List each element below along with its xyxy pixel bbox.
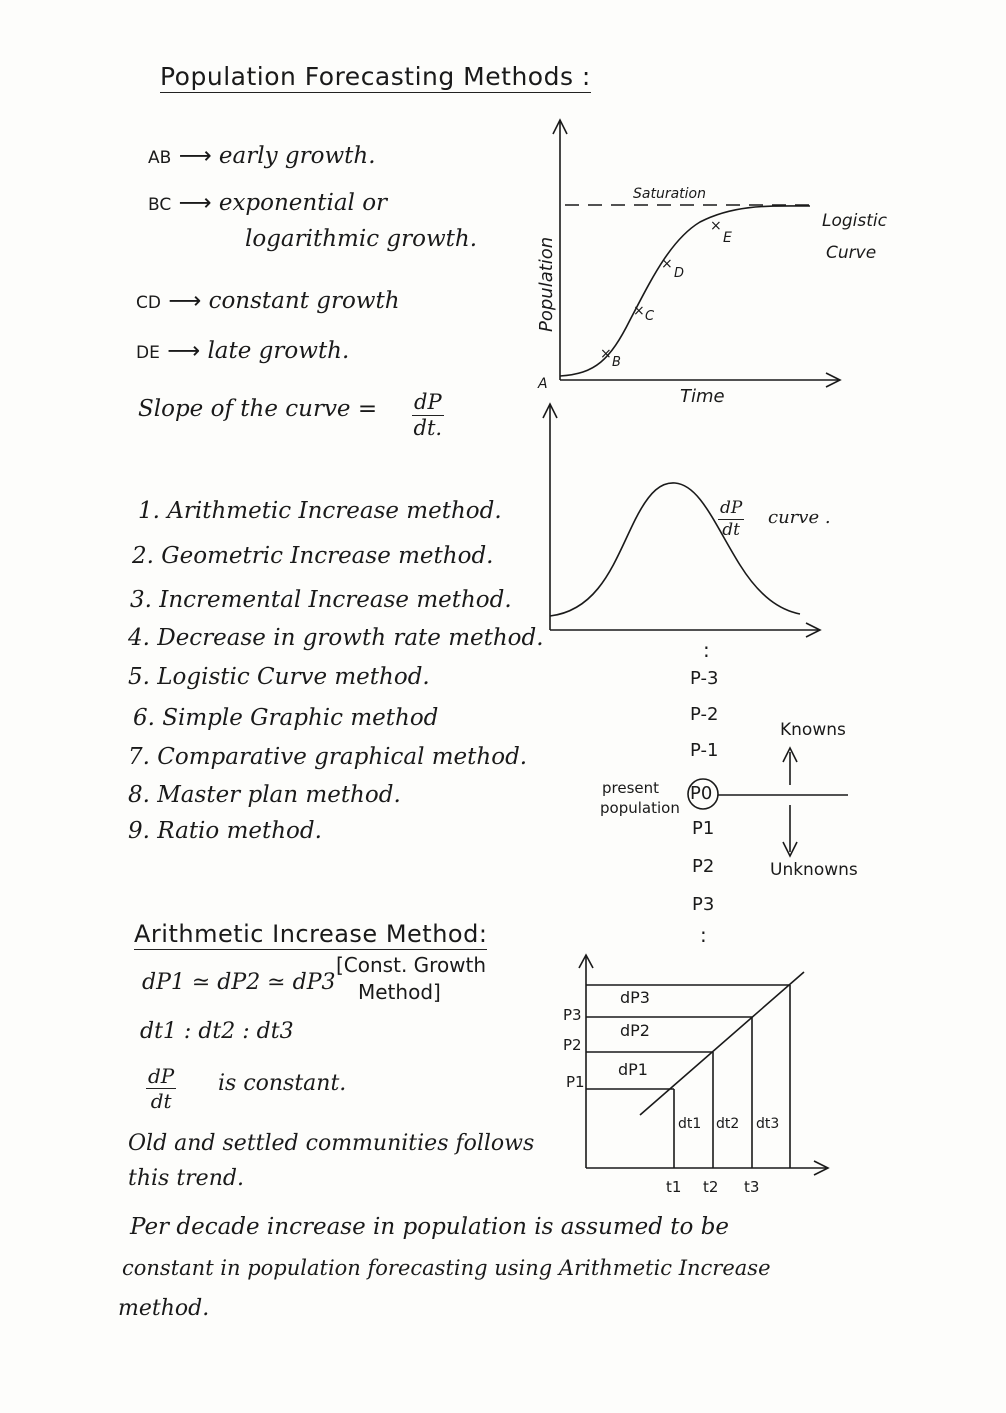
dt-label: dt2	[716, 1116, 740, 1132]
knowns-label: Knowns	[780, 720, 846, 740]
y-axis-label: Population	[536, 236, 557, 332]
dpdt-curve-label: curve .	[768, 507, 831, 528]
arrow-icon: ⟶	[168, 288, 209, 314]
origin-label: A	[538, 376, 548, 392]
equation-dt: dt1 : dt2 : dt3	[140, 1019, 294, 1044]
arrow-icon: ⟶	[167, 338, 208, 364]
y-axis-arrow-icon	[543, 404, 557, 418]
logistic-axes	[553, 120, 840, 387]
paragraph-line-3: method.	[118, 1296, 210, 1321]
method-item: 4. Decrease in growth rate method.	[128, 625, 544, 651]
phase-text: late growth.	[207, 338, 350, 364]
present-label-1: present	[602, 779, 660, 797]
timeline-dots: :	[700, 923, 707, 947]
slope-fraction	[412, 392, 444, 439]
phase-code: DE	[136, 343, 160, 363]
x-tick-label: t2	[703, 1178, 719, 1196]
bracket-note-1: [Const. Growth	[336, 953, 487, 977]
point-label-b: B	[612, 355, 621, 370]
future-population: P2	[692, 856, 715, 877]
paragraph-line-2: constant in population forecasting using Arithmetic Increase	[122, 1256, 771, 1280]
phase-row	[136, 290, 400, 313]
method-item: 6. Simple Graphic method	[133, 705, 439, 731]
curve-markers	[600, 218, 722, 362]
x-tick-label: t3	[744, 1178, 760, 1196]
up-arrow-icon	[783, 748, 797, 762]
slope-label: Slope of the curve =	[138, 396, 378, 422]
dp-label: dP3	[620, 988, 650, 1007]
y-tick-label: P3	[563, 1006, 582, 1024]
down-arrow-icon	[783, 842, 797, 856]
saturation-label: Saturation	[633, 186, 706, 202]
page-title: Population Forecasting Methods :	[160, 62, 591, 91]
point-label-c: C	[645, 309, 655, 324]
note-line-1: Old and settled communities follows	[128, 1131, 535, 1156]
marker-e: ×	[710, 218, 722, 234]
timeline-dots: :	[703, 638, 710, 662]
method-item: 8. Master plan method.	[128, 782, 401, 808]
marker-c: ×	[633, 303, 645, 319]
paragraph-line-1: Per decade increase in population is assumed to be	[130, 1214, 730, 1240]
x-tick-label: t1	[666, 1178, 682, 1196]
dt-label: dt3	[756, 1116, 780, 1132]
dpdt-denominator: dt	[722, 520, 741, 540]
slope-denominator: dt.	[413, 416, 443, 440]
y-axis-arrow-icon	[579, 955, 593, 968]
phase-row	[148, 145, 376, 168]
present-label-2: population	[600, 799, 680, 817]
constant-numerator: dP	[148, 1064, 175, 1088]
bell-curve	[550, 483, 800, 616]
increase-line	[640, 972, 804, 1115]
future-population: P1	[692, 818, 715, 839]
past-population: P-1	[690, 740, 719, 761]
method-item: 2. Geometric Increase method.	[132, 543, 494, 569]
logistic-curve	[560, 206, 810, 376]
dp-label: dP1	[618, 1060, 648, 1079]
constant-denominator: dt	[150, 1089, 172, 1113]
arithmetic-step-graph	[579, 955, 828, 1175]
dpdt-numerator: dP	[720, 498, 743, 518]
past-population: P-2	[690, 704, 719, 725]
constant-text: is constant.	[218, 1071, 347, 1096]
dpdt-fraction	[718, 500, 744, 539]
unknowns-label: Unknowns	[770, 860, 858, 880]
slope-numerator: dP	[414, 390, 442, 414]
section-heading: Arithmetic Increase Method:	[134, 920, 488, 948]
phase-text: constant growth	[208, 288, 400, 314]
point-label-e: E	[723, 230, 732, 246]
logistic-label-2: Curve	[826, 243, 877, 263]
phase-text: logarithmic growth.	[245, 226, 478, 252]
equation-dp: dP1 ≃ dP2 ≃ dP3	[142, 970, 336, 995]
constant-fraction	[146, 1066, 176, 1111]
y-tick-label: P2	[563, 1036, 582, 1054]
method-item: 1. Arithmetic Increase method.	[138, 498, 502, 524]
arrow-icon: ⟶	[178, 190, 219, 216]
phase-text: exponential or	[218, 190, 388, 216]
bracket-note-2: Method]	[358, 980, 441, 1004]
y-axis-arrow-icon	[553, 120, 567, 134]
y-tick-label: P1	[566, 1073, 585, 1091]
phase-code: CD	[136, 293, 161, 313]
x-axis-label: Time	[680, 386, 725, 407]
x-axis-arrow-icon	[826, 373, 840, 387]
phase-code: AB	[148, 148, 172, 168]
method-item: 9. Ratio method.	[128, 818, 322, 844]
dp-label: dP2	[620, 1021, 650, 1040]
point-label-d: D	[674, 266, 685, 281]
present-population: P0	[690, 783, 713, 804]
dt-label: dt1	[678, 1116, 702, 1132]
x-axis-arrow-icon	[814, 1161, 828, 1175]
future-population: P3	[692, 894, 715, 915]
method-item: 5. Logistic Curve method.	[128, 664, 430, 690]
phase-code: BC	[148, 195, 172, 215]
phase-row	[136, 340, 349, 363]
method-item: 3. Incremental Increase method.	[130, 587, 512, 613]
marker-b: ×	[600, 346, 612, 362]
past-population: P-3	[690, 668, 719, 689]
method-item: 7. Comparative graphical method.	[128, 744, 528, 770]
note-line-2: this trend.	[128, 1166, 244, 1191]
phase-row	[245, 228, 477, 251]
x-axis-arrow-icon	[806, 623, 820, 637]
arrow-icon: ⟶	[178, 143, 219, 169]
marker-d: ×	[661, 256, 673, 272]
phase-row	[148, 192, 387, 215]
logistic-label-1: Logistic	[822, 211, 887, 231]
phase-text: early growth.	[218, 143, 376, 169]
